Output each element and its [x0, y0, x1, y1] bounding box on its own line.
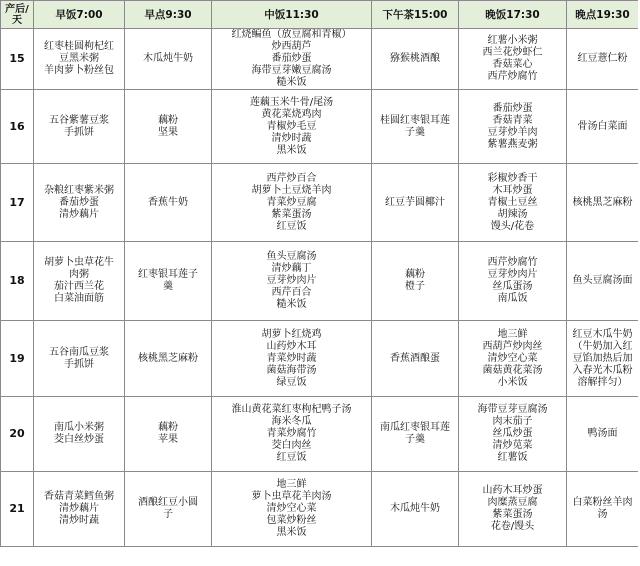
table-row	[1, 472, 639, 547]
breakfast-cell	[34, 472, 125, 547]
dish-item: 西芹炒百合	[266, 172, 317, 184]
table-row	[1, 90, 639, 164]
dish-item: 紫薯燕麦粥	[487, 138, 538, 150]
header-afternoon-tea: 下午茶15:00	[372, 1, 459, 29]
dish-item: 坚果	[158, 126, 178, 138]
night-snack-cell	[567, 242, 639, 321]
morning-snack-cell	[125, 29, 212, 90]
dish-item: 黄花菜烧鸡肉	[261, 108, 322, 120]
dish-item: 白菜油面筋	[54, 293, 104, 304]
dish-item: 藕粉	[158, 114, 178, 126]
dish-item: 红豆薏仁粉	[577, 53, 628, 64]
dish-item: 番茄炒蛋	[59, 196, 99, 208]
dish-item: 菌菇黄花菜汤	[482, 364, 543, 376]
dish-item: 猕猴桃酒酿	[390, 53, 440, 64]
dish-item: 南瓜饭	[497, 293, 528, 304]
dish-item: 红豆饭	[276, 452, 307, 463]
dish-item: 南瓜小米粥	[54, 422, 104, 433]
morning-snack-cell	[125, 164, 212, 242]
dish-item: 茄汁西兰花	[54, 281, 104, 292]
table-row	[1, 397, 639, 472]
dish-item: 海米冬瓜	[271, 416, 312, 427]
dish-item: 红豆木瓜牛奶（牛奶加入红豆馅加热后加入春光木瓜粉溶解拌匀）	[572, 328, 633, 388]
dish-item: 紫菜蛋汤	[492, 509, 533, 520]
dish-item: 海带豆芽豆腐汤	[477, 404, 548, 415]
dish-item: 红枣银耳莲子	[138, 269, 198, 280]
dish-item: 香菇青菜鳕鱼粥	[44, 491, 114, 502]
dish-item: 南瓜红枣银耳莲	[380, 422, 450, 433]
day-cell: 15	[1, 29, 34, 90]
dish-item: 香菇青菜	[492, 114, 533, 126]
dinner-cell	[459, 242, 567, 321]
dish-item: 五谷紫薯豆浆	[49, 114, 109, 126]
dish-item: 西兰花炒虾仁	[482, 47, 543, 58]
dish-item: 炒西葫芦	[271, 41, 312, 52]
dish-item: 白菜粉丝羊肉	[572, 497, 633, 508]
table-row	[1, 321, 639, 397]
dish-item: 羹	[163, 281, 173, 292]
dish-item: 海带豆芽嫩豆腐汤	[251, 65, 332, 76]
afternoon-tea-cell	[372, 29, 459, 90]
dish-item: 清炒藕片	[59, 503, 99, 514]
dish-item: 青菜炒豆腐	[266, 196, 317, 208]
dish-item: 西芹百合	[271, 287, 312, 298]
header-row	[1, 1, 639, 29]
dish-item: 鱼头豆腐汤	[266, 251, 317, 262]
dish-item: 红枣桂圆枸杞红	[44, 41, 114, 52]
dish-item: 核桃黑芝麻粉	[138, 352, 198, 364]
night-snack-cell	[567, 90, 639, 164]
dish-item: 鱼头豆腐汤面	[572, 275, 633, 286]
dinner-cell	[459, 90, 567, 164]
dish-item: 红烧鳊鱼（放豆腐和青椒）	[231, 29, 352, 40]
dish-item: 彩椒炒香干	[487, 172, 538, 184]
afternoon-tea-cell	[372, 397, 459, 472]
day-cell: 18	[1, 242, 34, 321]
morning-snack-cell	[125, 397, 212, 472]
night-snack-cell	[567, 321, 639, 397]
dish-item: 酒酿红豆小圆	[138, 497, 198, 508]
dish-item: 番茄炒蛋	[271, 53, 312, 64]
dish-item: 藕粉	[405, 269, 425, 280]
dish-item: 清炒时蔬	[59, 515, 99, 526]
breakfast-cell	[34, 321, 125, 397]
dish-item: 羊肉萝卜粉丝包	[44, 65, 114, 76]
day-cell: 20	[1, 397, 34, 472]
afternoon-tea-cell	[372, 321, 459, 397]
dish-item: 五谷南瓜豆浆	[49, 346, 109, 358]
dish-item: 茭白丝炒蛋	[54, 434, 104, 445]
dish-item: 香蕉酒酿蛋	[390, 352, 440, 364]
dish-item: 手抓饼	[64, 358, 94, 370]
dish-item: 汤	[597, 509, 608, 520]
dish-item: 青椒炒毛豆	[266, 120, 317, 132]
header-dinner: 晚饭17:30	[459, 1, 567, 29]
dish-item: 胡萝卜红烧鸡	[261, 328, 322, 340]
dish-item: 胡萝卜土豆烧羊肉	[251, 184, 332, 196]
dish-item: 清炒空心菜	[266, 503, 317, 514]
header-day-column: 产后/天	[1, 1, 34, 29]
table-body	[1, 29, 639, 547]
day-cell: 16	[1, 90, 34, 164]
dish-item: 木瓜炖牛奶	[143, 53, 193, 64]
dish-item: 豆芽炒肉片	[487, 269, 538, 280]
table-header	[1, 1, 639, 29]
dish-item: 木瓜炖牛奶	[390, 503, 440, 514]
dish-item: 青椒土豆丝	[487, 196, 538, 208]
day-cell: 21	[1, 472, 34, 547]
dish-item: 馒头/花卷	[490, 220, 535, 232]
dish-item: 清炒苋菜	[492, 440, 533, 451]
dish-item: 糙米饭	[276, 299, 307, 310]
dish-item: 子	[163, 509, 173, 520]
afternoon-tea-cell	[372, 472, 459, 547]
dish-item: 山药炒木耳	[266, 340, 317, 352]
dinner-cell	[459, 321, 567, 397]
dish-item: 红薯饭	[497, 452, 528, 463]
dish-item: 香蕉牛奶	[148, 196, 188, 208]
dish-item: 胡萝卜虫草花牛	[44, 257, 114, 268]
day-cell: 19	[1, 321, 34, 397]
afternoon-tea-cell	[372, 164, 459, 242]
dish-item: 清炒空心菜	[487, 352, 538, 364]
afternoon-tea-cell	[372, 90, 459, 164]
dish-item: 豆芽炒肉片	[266, 275, 317, 286]
dish-item: 糙米饭	[276, 77, 307, 88]
breakfast-cell	[34, 90, 125, 164]
dish-item: 肉粥	[69, 269, 89, 280]
afternoon-tea-cell	[372, 242, 459, 321]
dish-item: 肉糜蒸豆腐	[487, 497, 538, 508]
dish-item: 桂圆红枣银耳莲	[380, 114, 450, 126]
dish-item: 豆芽炒羊肉	[487, 126, 538, 138]
day-cell: 17	[1, 164, 34, 242]
lunch-cell	[212, 29, 372, 90]
dish-item: 紫菜蛋汤	[271, 208, 312, 220]
table-row	[1, 29, 639, 90]
dish-item: 茭白肉丝	[271, 440, 312, 451]
dinner-cell	[459, 397, 567, 472]
morning-snack-cell	[125, 472, 212, 547]
dish-item: 青菜炒腐竹	[266, 428, 317, 439]
dish-item: 小米饭	[497, 376, 528, 388]
dish-item: 莲藕玉米牛骨/尾汤	[249, 96, 334, 108]
night-snack-cell	[567, 472, 639, 547]
dish-item: 苹果	[158, 434, 178, 445]
header-breakfast: 早饭7:00	[34, 1, 125, 29]
dinner-cell	[459, 164, 567, 242]
dish-item: 藕粉	[158, 422, 178, 433]
dinner-cell	[459, 472, 567, 547]
dish-item: 萝卜虫草花羊肉汤	[251, 491, 332, 502]
header-night-snack: 晚点19:30	[567, 1, 639, 29]
dish-item: 胡辣汤	[497, 208, 528, 220]
lunch-cell	[212, 321, 372, 397]
dish-item: 番茄炒蛋	[492, 102, 533, 114]
night-snack-cell	[567, 164, 639, 242]
dish-item: 地三鲜	[497, 328, 528, 340]
dish-item: 西芹炒腐竹	[487, 257, 538, 268]
dish-item: 西葫芦炒肉丝	[482, 340, 543, 352]
dish-item: 红豆饭	[276, 220, 307, 232]
dish-item: 子羹	[405, 434, 425, 445]
dish-item: 包菜炒粉丝	[266, 515, 317, 526]
breakfast-cell	[34, 397, 125, 472]
dish-item: 红薯小米粥	[487, 35, 538, 46]
dish-item: 黑米饭	[276, 144, 307, 156]
dish-item: 骨汤白菜面	[577, 120, 628, 132]
night-snack-cell	[567, 29, 639, 90]
dish-item: 核桃黑芝麻粉	[572, 196, 633, 208]
dish-item: 西芹炒腐竹	[487, 71, 538, 82]
night-snack-cell	[567, 397, 639, 472]
dish-item: 清炒藕丁	[271, 263, 312, 274]
dish-item: 菌菇海带汤	[266, 364, 317, 376]
morning-snack-cell	[125, 321, 212, 397]
table-row	[1, 242, 639, 321]
dish-item: 肉末茄子	[492, 416, 533, 427]
dinner-cell	[459, 29, 567, 90]
morning-snack-cell	[125, 90, 212, 164]
dish-item: 橙子	[405, 281, 425, 292]
breakfast-cell	[34, 164, 125, 242]
dish-item: 豆黑米粥	[59, 53, 99, 64]
header-morning-snack: 早点9:30	[125, 1, 212, 29]
dish-item: 鸭汤面	[587, 428, 618, 439]
lunch-cell	[212, 397, 372, 472]
dish-item: 清炒时蔬	[271, 132, 312, 144]
dish-item: 山药木耳炒蛋	[482, 485, 543, 496]
lunch-cell	[212, 90, 372, 164]
dish-item: 香菇菜心	[492, 59, 533, 70]
dish-item: 丝瓜炒蛋	[492, 428, 533, 439]
dish-item: 绿豆饭	[276, 376, 307, 388]
dish-item: 淮山黄花菜红枣枸杞鸭子汤	[231, 404, 352, 415]
dish-item: 木耳炒蛋	[492, 184, 533, 196]
header-lunch: 中饭11:30	[212, 1, 372, 29]
dish-item: 丝瓜蛋汤	[492, 281, 533, 292]
dish-item: 青菜炒时蔬	[266, 352, 317, 364]
morning-snack-cell	[125, 242, 212, 321]
breakfast-cell	[34, 29, 125, 90]
breakfast-cell	[34, 242, 125, 321]
dish-item: 花卷/馒头	[490, 521, 535, 532]
dish-item: 黑米饭	[276, 527, 307, 538]
lunch-cell	[212, 242, 372, 321]
dish-item: 手抓饼	[64, 126, 94, 138]
dish-item: 地三鲜	[276, 479, 307, 490]
table-row	[1, 164, 639, 242]
lunch-cell	[212, 472, 372, 547]
dish-item: 红豆芋圆椰汁	[385, 196, 445, 208]
dish-item: 杂粮红枣紫米粥	[44, 184, 114, 196]
dish-item: 清炒藕片	[59, 208, 99, 220]
lunch-cell	[212, 164, 372, 242]
dish-item: 子羹	[405, 126, 425, 138]
